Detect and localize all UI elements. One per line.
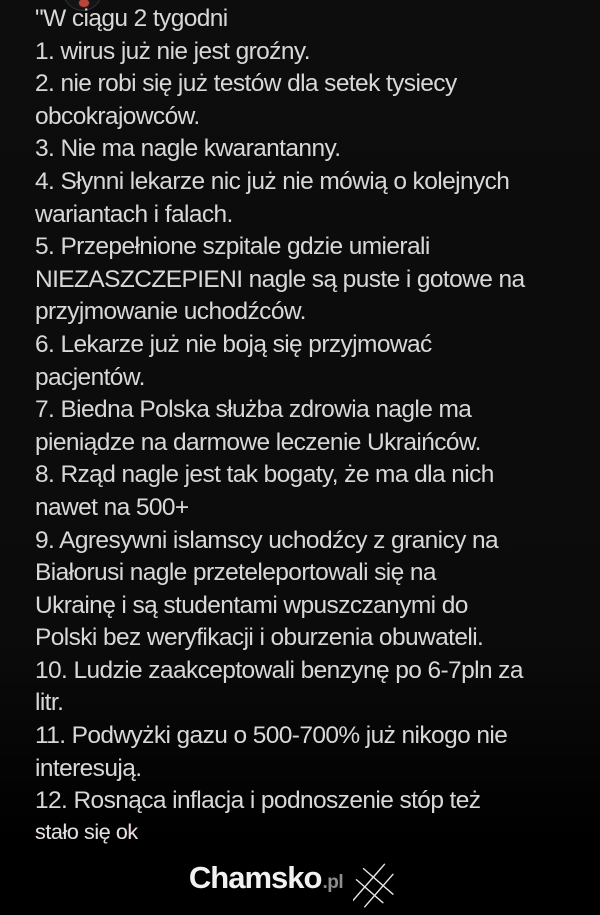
- post-line: 3. Nie ma nagle kwarantanny.: [35, 135, 341, 163]
- post-line: 4. Słynni lekarze nic już nie mówią o kolejnych: [35, 167, 510, 195]
- post-line: pieniądze na darmowe leczenie Ukraińców.: [35, 428, 481, 456]
- post-line: wariantach i falach.: [35, 200, 233, 228]
- post-line: 7. Biedna Polska służba zdrowia nagle ma: [35, 396, 472, 424]
- post-line: przyjmowanie uchodźców.: [35, 298, 306, 326]
- post-line: interesują.: [35, 754, 142, 782]
- watermark-bar: [0, 855, 600, 915]
- brand-name: Chamsko: [188, 860, 322, 895]
- post-line: 5. Przepełnione szpitale gdzie umierali: [35, 233, 430, 261]
- post-text-block: [35, 3, 590, 848]
- post-lines: [35, 3, 590, 818]
- post-line: pacjentów.: [35, 363, 145, 391]
- post-line: 11. Podwyżki gazu o 500-700% już nikogo nie: [35, 722, 508, 750]
- post-line: 8. Rząd nagle jest tak bogaty, że ma dla nich: [35, 461, 494, 489]
- tilted-hash-icon: [353, 862, 395, 912]
- post-line: Polski bez weryfikacji i oburzenia obuwateli.: [35, 624, 484, 652]
- post-line: 9. Agresywni islamscy uchodźcy z granicy na: [35, 526, 499, 554]
- post-line: nawet na 500+: [35, 493, 189, 521]
- post-line: 12. Rosnąca inflacja i podnoszenie stóp też: [35, 787, 481, 815]
- post-line: Białorusi nagle przeteleportowali się na: [35, 559, 436, 587]
- post-last-line: stało się ok: [35, 819, 138, 844]
- chamsko-logo: [189, 860, 395, 910]
- post-line: 2. nie robi się już testów dla setek tysiecy: [35, 70, 457, 98]
- post-line: Ukrainę i są studentami wpuszczanymi do: [35, 591, 468, 619]
- post-line: 6. Lekarze już nie boją się przyjmować: [35, 330, 432, 358]
- brand-tld: .pl: [322, 872, 344, 893]
- post-line: NIEZASZCZEPIENI nagle są puste i gotowe na: [35, 265, 525, 293]
- post-line: "W ciągu 2 tygodni: [35, 5, 228, 32]
- post-line: obcokrajowców.: [35, 102, 200, 130]
- post-line: 1. wirus już nie jest groźny.: [35, 37, 310, 65]
- post-line: litr.: [35, 689, 64, 717]
- post-line: 10. Ludzie zaakceptowali benzynę po 6-7pln za: [35, 656, 523, 684]
